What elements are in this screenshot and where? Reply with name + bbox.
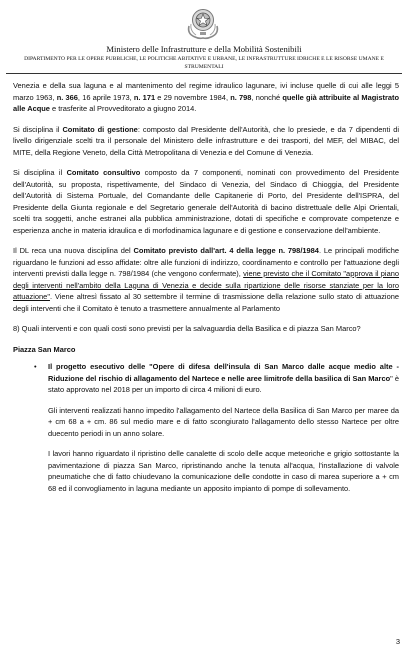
- bold-span: Comitato consultivo: [66, 168, 141, 177]
- bold-span: quelle già attribuite al Magistrato alle Acque: [13, 92, 399, 113]
- document-body: [13, 80, 399, 503]
- text-span: Venezia e della sua laguna e al mantenimento del regime idraulico lagunare, ivi incluse quelle di cui alle leggi 5 marzo 1963,: [13, 81, 399, 102]
- bold-span: n. 366: [56, 92, 78, 102]
- text-span: e trasferite al Provveditorato a giugno 2014.: [49, 104, 197, 113]
- paragraph-competences: [13, 80, 399, 115]
- paragraph-comitato-gestione: [13, 124, 399, 159]
- bold-span: n. 171: [133, 92, 156, 102]
- text-span: composto da 7 componenti, nominati con provvedimento del Presidente dell'Autorità, su proposta, rispettivamente, del Sindaco di Venezia, del Sindaco di Chioggia, del Presidente dell'Autorità di Sistema Portuale, del Comandante delle Capitanerie di Porto, del Presidente dell'ISPRA, del Presidente della Giunta regionale e del Segretario generale dell'Autorità di bacino distrettuale delle Alpi Orientali, scelti tra soggetti, anche estranei alla pubblica amministrazione, dotati di specifiche e comprovate competenze e esperienza anche in materia idraulica e di morfodinamica lagunare e di gestione e conservazione dell'ambiente.: [13, 168, 399, 235]
- department-name: DIPARTIMENTO PER LE OPERE PUBBLICHE, LE POLITICHE ABITATIVE E URBANE, LE INFRASTRUTTURE IDRICHE E LE RISORSE UMANE E STRUMENTALI: [24, 56, 384, 70]
- text-span: e 29 novembre 1984,: [155, 92, 231, 102]
- bold-span: Comitato previsto dall'art. 4 della legge n. 798/1984: [133, 246, 319, 255]
- text-span: Si disciplina il: [13, 168, 67, 177]
- text-span: Si disciplina il: [13, 124, 63, 134]
- list-item: [13, 361, 399, 396]
- paragraph-comitato-consultivo: [13, 167, 399, 236]
- page-number: 3: [395, 637, 400, 646]
- bold-span: n. 798: [230, 92, 252, 102]
- bullet-list: [13, 361, 399, 396]
- text-span: , nonché: [251, 92, 283, 102]
- paragraph-lavori: I lavori hanno riguardato il ripristino delle canalette di scolo delle acque meteoriche e grigio sottostante la pavimentazione di piazza San Marco, ripristinando anche la tenuta all'acqua, l'installazione di valvole pneumatiche che di fatto chiudevano la comunicazione delle condotte in caso di marea superiore a + cm 68 ed il convogliamento in laguna mediante un apposito impianto di pompe di sollevamento.: [48, 449, 399, 493]
- italian-republic-emblem-icon: [185, 4, 221, 40]
- paragraph-comitato-798: [13, 245, 399, 314]
- text-span: Il DL reca una nuova disciplina del: [13, 246, 134, 255]
- bullet-icon: •: [34, 362, 37, 371]
- text-span: . Le principali modifiche riguardano le funzioni ad esso affidate: oltre alle funzioni di indirizzo, coordinamento e controllo per l'attuazione degli interventi previsti dalla legge n. 798/1984 (che vengono confermate),: [13, 246, 399, 278]
- ministry-name: Ministero delle Infrastrutture e della Mobilità Sostenibili: [106, 44, 302, 54]
- bold-span: Il progetto esecutivo delle ": [48, 362, 153, 371]
- question-8: 8) Quali interventi e con quali costi sono previsti per la salvaguardia della Basilica e di piazza San Marco?: [13, 324, 361, 333]
- text-span: : composto dal Presidente dell'Autorità, che lo presiede, e da 7 dipendenti di livello dirigenziale scelti tra il personale del Ministero delle infrastrutture e dei trasporti, del MEF, del MIBAC, del MITE, della Regione Veneto, della Città Metropolitana di Venezia e del Comune di Venezia.: [13, 124, 399, 157]
- bold-span: Comitato di gestione: [62, 124, 138, 134]
- paragraph-interventi-realizzati: Gli interventi realizzati hanno impedito l'allagamento del Nartece della Basilica di San Marco per maree da + cm 68 a + cm. 86 sul medio mare e di fatto scongiurato l'allagamento dello stesso Nartece per oltre duecento periodi in un anno solare.: [48, 405, 399, 438]
- text-span: . Viene altresì fissato al 30 settembre il termine di trasmissione della relazione sullo stato di attuazione degli interventi che il Comitato è tenuto a trasmettere annualmente al Parlamento: [13, 292, 399, 313]
- header-divider: [6, 73, 402, 74]
- bold-span: Opere di difesa dell'insula di San Marco dalle acque medio alte - Riduzione del rischio di allagamento del Nartece e nelle aree limitrofe della basilica di San Marco: [48, 362, 400, 383]
- section-title-piazza-san-marco: Piazza San Marco: [13, 344, 76, 354]
- text-span: , 16 aprile 1973,: [77, 92, 134, 102]
- text-span: " è stato approvato nel 2018 per un importo di circa 4 milioni di euro.: [48, 373, 400, 394]
- underlined-span: viene previsto che il Comitato "approva il piano degli interventi nell'ambito della Laguna di Venezia e decide sulla ripartizione delle risorse stanziate per la loro attuazione": [13, 269, 399, 301]
